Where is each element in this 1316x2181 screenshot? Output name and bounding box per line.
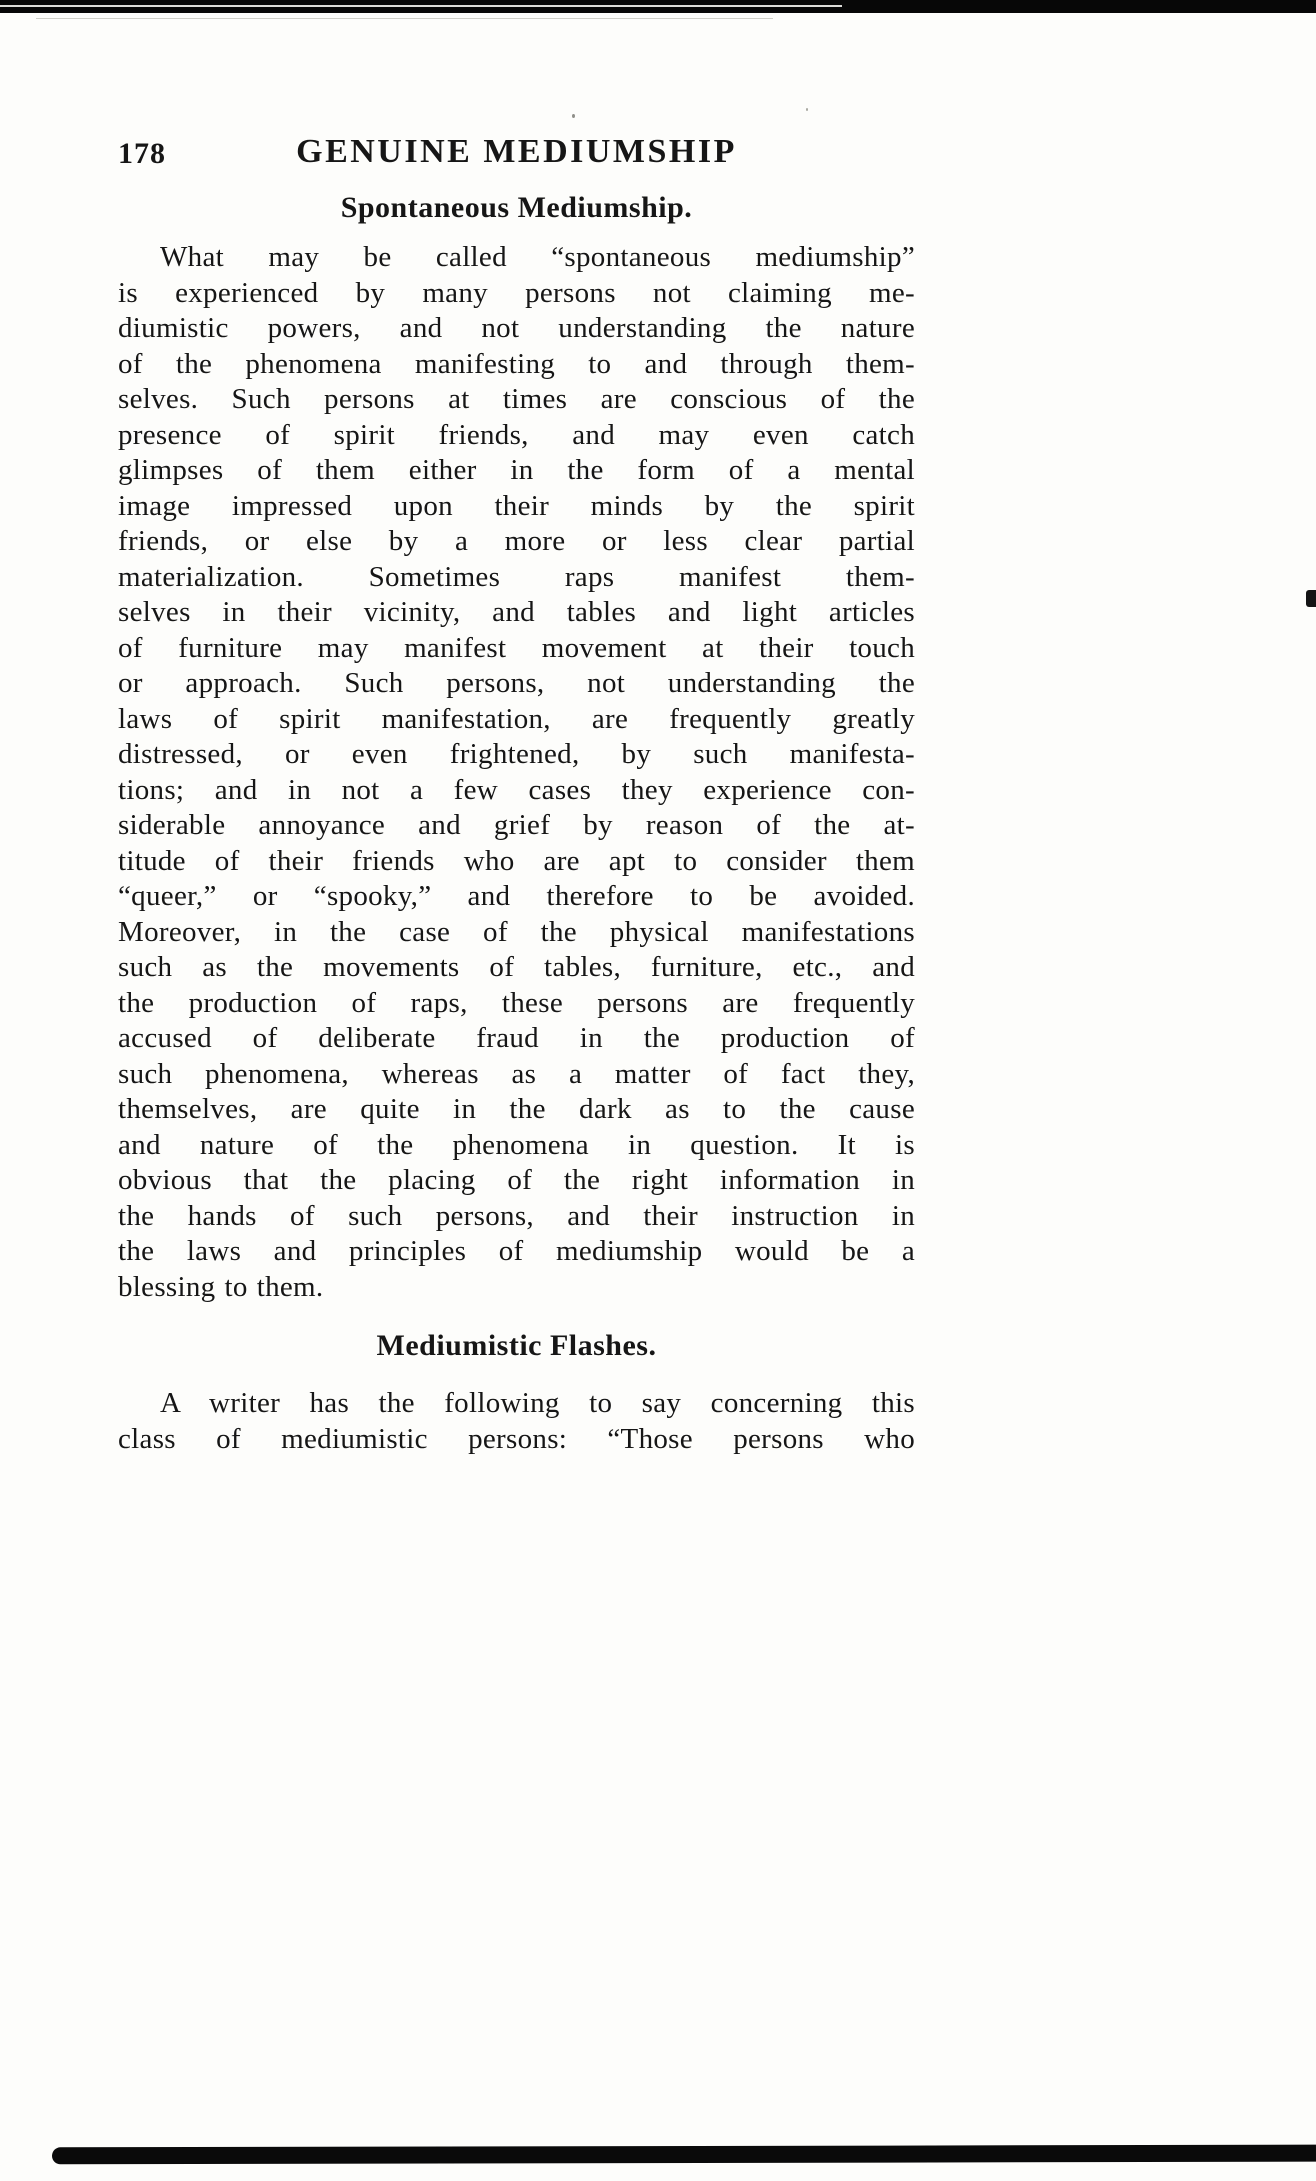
paragraph <box>118 240 915 1305</box>
scan-artifact-bottom-bar <box>52 2145 1316 2165</box>
text-line: selves. Such persons at times are conscious of the <box>118 383 915 415</box>
text-line: such as the movements of tables, furniture, etc., and <box>118 951 915 983</box>
text-line: “queer,” or “spooky,” and therefore to be avoided. <box>118 880 915 912</box>
text-line: the production of raps, these persons are frequently <box>118 986 915 1019</box>
text-line: tions; and in not a few cases they experience con- <box>118 773 915 806</box>
section <box>118 1329 915 1457</box>
text-line: such phenomena, whereas as a matter of fact they, <box>118 1057 915 1090</box>
text-line: presence of spirit friends, and may even catch <box>118 418 915 451</box>
text-line: of furniture may manifest movement at their touch <box>118 631 915 664</box>
paragraph <box>118 1386 915 1457</box>
section-heading: Spontaneous Mediumship. <box>340 191 693 224</box>
text-line: glimpses of them either in the form of a mental <box>118 454 915 486</box>
scan-speck <box>806 108 808 111</box>
text-line: What may be called “spontaneous mediumship” <box>160 241 915 273</box>
text-line: siderable annoyance and grief by reason of the at- <box>118 809 915 841</box>
sections-container <box>118 191 915 1457</box>
text-line: themselves, are quite in the dark as to the cause <box>118 1093 915 1125</box>
text-line: image impressed upon their minds by the spirit <box>118 489 915 522</box>
section <box>118 191 915 1305</box>
scan-artifact-faint-line <box>36 18 773 19</box>
text-line: friends, or else by a more or less clear partial <box>118 525 915 557</box>
text-line: titude of their friends who are apt to consider them <box>118 844 915 877</box>
page-header <box>118 133 915 177</box>
text-line: class of mediumistic persons: “Those persons who <box>118 1422 915 1455</box>
text-line: selves in their vicinity, and tables and light articles <box>118 596 915 628</box>
scan-artifact-smudge <box>1306 590 1316 607</box>
text-line: A writer has the following to say concerning this <box>160 1387 915 1419</box>
text-line: the hands of such persons, and their instruction in <box>118 1199 915 1232</box>
section-heading: Mediumistic Flashes. <box>376 1329 657 1362</box>
scan-artifact-top-bar <box>0 0 1316 13</box>
page-number: 178 <box>118 137 166 170</box>
text-line: distressed, or even frightened, by such manifesta- <box>118 738 915 770</box>
text-line: laws of spirit manifestation, are frequently greatly <box>118 702 915 735</box>
text-line: Moreover, in the case of the physical manifestations <box>118 915 915 948</box>
text-line: the laws and principles of mediumship would be a <box>118 1235 915 1267</box>
page-content <box>118 133 915 1457</box>
text-line: diumistic powers, and not understanding the nature <box>118 312 915 344</box>
text-line: or approach. Such persons, not understanding the <box>118 667 915 699</box>
text-line: accused of deliberate fraud in the production of <box>118 1022 915 1054</box>
text-line: obvious that the placing of the right information in <box>118 1164 915 1196</box>
scan-speck <box>572 114 575 118</box>
text-line: and nature of the phenomena in question. It is <box>118 1128 915 1161</box>
text-line: of the phenomena manifesting to and through them- <box>118 347 915 380</box>
text-line: materialization. Sometimes raps manifest them- <box>118 560 915 593</box>
text-line: blessing to them. <box>118 1270 324 1303</box>
running-head: GENUINE MEDIUMSHIP <box>296 133 737 170</box>
scan-artifact-hairline <box>0 5 842 7</box>
text-line: is experienced by many persons not claiming me- <box>118 276 915 309</box>
